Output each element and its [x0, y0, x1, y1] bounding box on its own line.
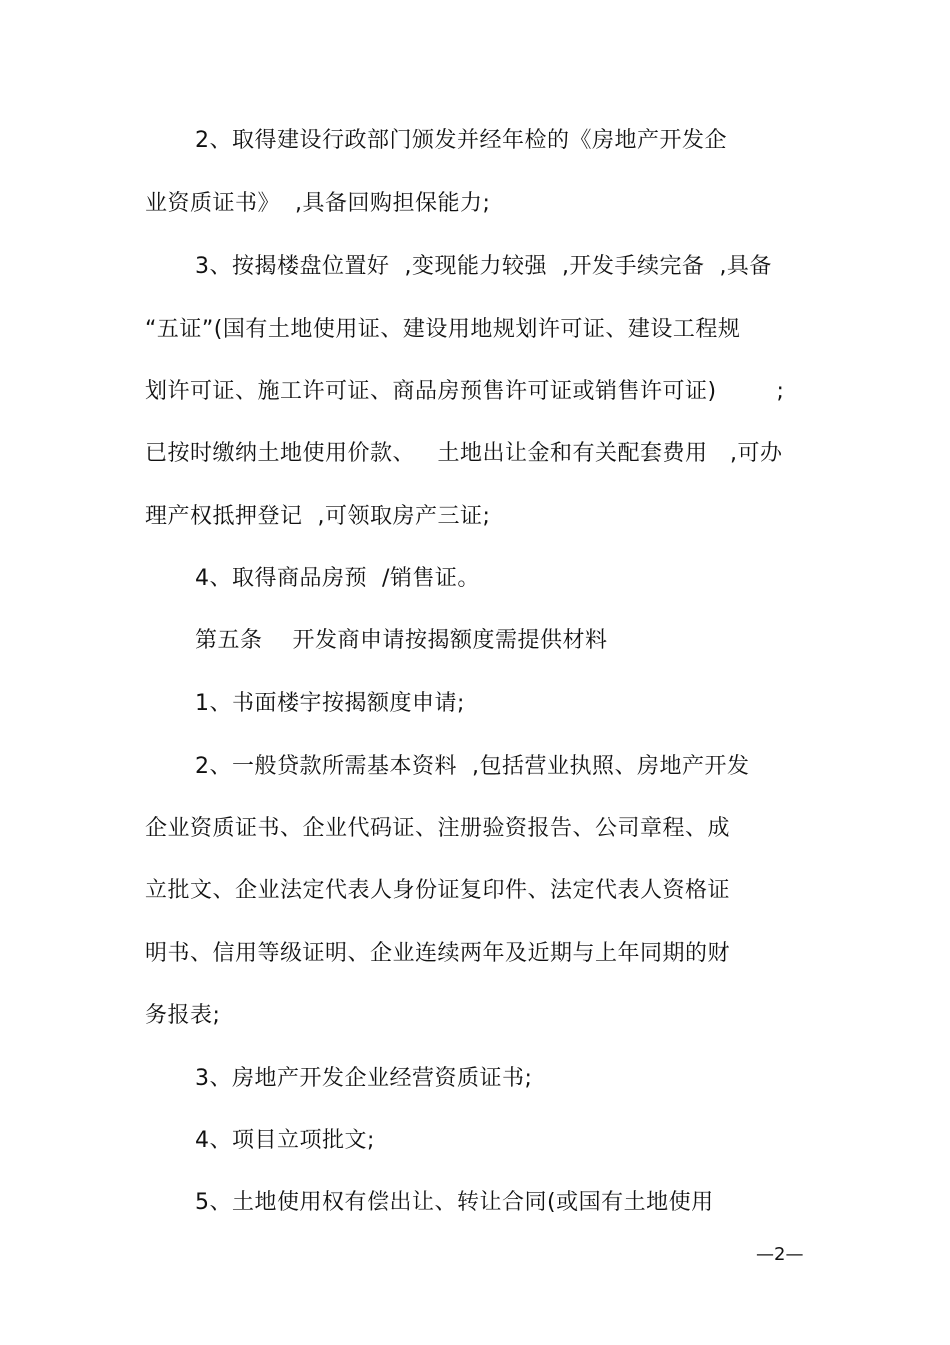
text-line: 企业资质证书、企业代码证、注册验资报告、公司章程、成 — [145, 816, 731, 841]
text-line: 4、项目立项批文; — [195, 1128, 375, 1153]
text-line: “五证”(国有土地使用证、建设用地规划许可证、建设工程规 — [145, 317, 741, 342]
text-line: 划许可证、施工许可证、商品房预售许可证或销售许可证) ; — [145, 379, 785, 404]
page-number: —2— — [756, 1244, 804, 1265]
text-line: 5、土地使用权有偿出让、转让合同(或国有土地使用 — [195, 1190, 714, 1215]
text-line: 理产权抵押登记 ,可领取房产三证; — [145, 504, 491, 529]
text-line: 立批文、企业法定代表人身份证复印件、法定代表人资格证 — [145, 878, 731, 903]
text-line: 明书、信用等级证明、企业连续两年及近期与上年同期的财 — [145, 941, 731, 966]
text-line: 3、按揭楼盘位置好 ,变现能力较强 ,开发手续完备 ,具备 — [195, 254, 772, 279]
text-line: 业资质证书》 ,具备回购担保能力; — [145, 191, 491, 216]
text-line: 2、一般贷款所需基本资料 ,包括营业执照、房地产开发 — [195, 754, 750, 779]
text-line: 已按时缴纳土地使用价款、 土地出让金和有关配套费用 ,可办 — [145, 441, 783, 466]
text-line: 1、书面楼宇按揭额度申请; — [195, 691, 465, 716]
text-line: 务报表; — [145, 1003, 221, 1028]
text-line: 3、房地产开发企业经营资质证书; — [195, 1066, 533, 1091]
text-line: 4、取得商品房预 /销售证。 — [195, 566, 480, 591]
section-heading: 第五条 开发商申请按揭额度需提供材料 — [195, 628, 608, 653]
text-line: 2、取得建设行政部门颁发并经年检的《房地产开发企 — [195, 128, 727, 153]
